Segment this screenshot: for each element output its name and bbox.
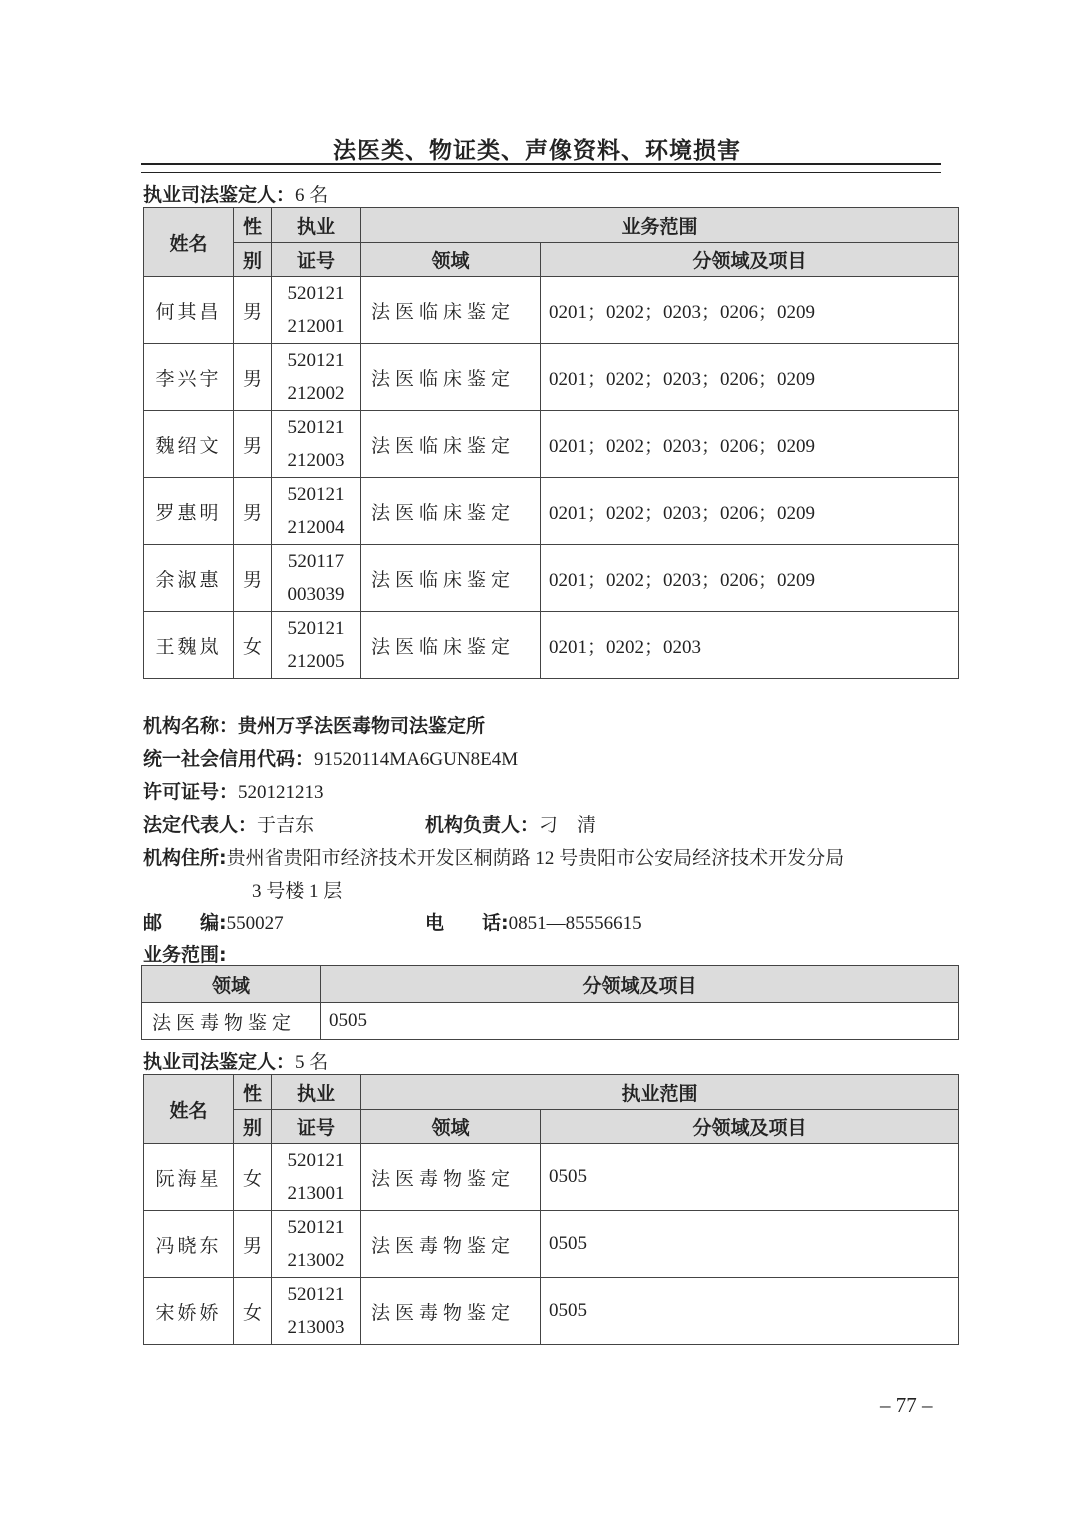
phone-line (425, 908, 642, 935)
expert-gender: 男 (234, 344, 272, 411)
table-row (144, 1144, 959, 1211)
col-header-items: 分领域及项目 (541, 243, 959, 277)
table-row (144, 478, 959, 545)
expert-license: 520121 212001 (272, 277, 361, 344)
table-row (142, 1003, 959, 1040)
representative-line (143, 810, 314, 837)
experts-label: 执业司法鉴定人： (143, 184, 296, 206)
experts-count-2: 5 名 (295, 1052, 329, 1073)
postcode-line (143, 908, 284, 935)
scope-line (143, 940, 227, 967)
table-row (144, 1211, 959, 1278)
table-row (144, 277, 959, 344)
expert-name: 宋娇娇 (144, 1278, 234, 1345)
address-line-2 (252, 876, 342, 903)
expert-gender: 男 (234, 545, 272, 612)
phone: 0851—85556615 (508, 913, 642, 934)
expert-name: 罗惠明 (144, 478, 234, 545)
expert-field: 法医毒物鉴定 (361, 1278, 541, 1345)
experts-table-clinical (143, 207, 959, 679)
head-name: 刁 清 (539, 815, 597, 836)
expert-gender: 男 (234, 277, 272, 344)
scope-label: 业务范围: (143, 944, 227, 966)
expert-items: 0201；0202；0203；0206；0209 (541, 411, 959, 478)
expert-license: 520121 212002 (272, 344, 361, 411)
expert-field: 法医临床鉴定 (361, 545, 541, 612)
expert-field: 法医临床鉴定 (361, 612, 541, 679)
expert-items: 0201；0202；0203；0206；0209 (541, 545, 959, 612)
head-line (425, 810, 596, 837)
expert-name: 阮海星 (144, 1144, 234, 1211)
permit-label: 许可证号： (143, 781, 239, 803)
expert-items: 0505 (541, 1144, 959, 1211)
expert-license: 520121 212003 (272, 411, 361, 478)
experts-count: 6 名 (295, 185, 329, 206)
scope-items: 0505 (321, 1003, 959, 1040)
col-header-license-2: 证号 (272, 1110, 361, 1144)
header-rule-thin (141, 172, 941, 173)
header-rule-thick (141, 163, 941, 165)
expert-license: 520121 212004 (272, 478, 361, 545)
page-number: – 77 – (880, 1393, 933, 1417)
experts-label-2: 执业司法鉴定人： (143, 1051, 296, 1073)
expert-items: 0201；0202；0203 (541, 612, 959, 679)
expert-gender: 男 (234, 1211, 272, 1278)
experts-count-line-2 (143, 1047, 328, 1074)
credit-code-line (143, 744, 518, 771)
col-header-items: 分领域及项目 (541, 1110, 959, 1144)
institution-name: 贵州万孚法医毒物司法鉴定所 (238, 715, 486, 737)
page-header-title: 法医类、物证类、声像资料、环境损害 (333, 137, 741, 164)
permit-line (143, 777, 324, 804)
expert-items: 0201；0202；0203；0206；0209 (541, 344, 959, 411)
table-row (144, 344, 959, 411)
expert-gender: 男 (234, 478, 272, 545)
business-scope-table (141, 965, 959, 1040)
expert-field: 法医临床鉴定 (361, 277, 541, 344)
scope-col-field: 领域 (142, 966, 321, 1003)
expert-field: 法医毒物鉴定 (361, 1144, 541, 1211)
col-header-license-1: 执业 (272, 208, 361, 243)
expert-license: 520121 213003 (272, 1278, 361, 1345)
expert-name: 王魏岚 (144, 612, 234, 679)
permit-number: 520121213 (238, 782, 324, 803)
postcode-label: 邮 编: (143, 912, 227, 934)
table-row (144, 411, 959, 478)
expert-name: 魏绍文 (144, 411, 234, 478)
experts-count-line (143, 180, 328, 207)
expert-license: 520121 212005 (272, 612, 361, 679)
col-header-gender-1: 性 (234, 208, 272, 243)
postcode: 550027 (226, 913, 284, 934)
expert-field: 法医毒物鉴定 (361, 1211, 541, 1278)
expert-license: 520121 213001 (272, 1144, 361, 1211)
institution-name-label: 机构名称： (143, 715, 239, 737)
col-header-gender-2: 别 (234, 1110, 272, 1144)
table-row (144, 1278, 959, 1345)
phone-label: 电 话: (425, 912, 509, 934)
credit-code: 91520114MA6GUN8E4M (314, 749, 519, 770)
expert-name: 余淑惠 (144, 545, 234, 612)
address-label: 机构住所: (143, 847, 227, 869)
expert-gender: 女 (234, 612, 272, 679)
expert-name: 何其昌 (144, 277, 234, 344)
table-row (144, 612, 959, 679)
col-header-license-1: 执业 (272, 1075, 361, 1110)
col-header-license-2: 证号 (272, 243, 361, 277)
legal-rep-label: 法定代表人： (143, 814, 258, 836)
expert-gender: 男 (234, 411, 272, 478)
expert-field: 法医临床鉴定 (361, 344, 541, 411)
expert-license: 520117 003039 (272, 545, 361, 612)
address-line (143, 843, 844, 870)
expert-items: 0505 (541, 1211, 959, 1278)
expert-name: 李兴宇 (144, 344, 234, 411)
col-header-scope: 执业范围 (361, 1075, 959, 1110)
col-header-name: 姓名 (144, 1075, 234, 1144)
expert-gender: 女 (234, 1144, 272, 1211)
scope-col-items: 分领域及项目 (321, 966, 959, 1003)
expert-gender: 女 (234, 1278, 272, 1345)
expert-field: 法医临床鉴定 (361, 478, 541, 545)
expert-items: 0201；0202；0203；0206；0209 (541, 277, 959, 344)
credit-code-label: 统一社会信用代码： (143, 748, 315, 770)
experts-table-toxicology (143, 1074, 959, 1345)
col-header-field: 领域 (361, 243, 541, 277)
expert-field: 法医临床鉴定 (361, 411, 541, 478)
head-label: 机构负责人： (425, 814, 540, 836)
legal-rep: 于吉东 (257, 815, 315, 836)
expert-items: 0505 (541, 1278, 959, 1345)
col-header-scope: 业务范围 (361, 208, 959, 243)
col-header-field: 领域 (361, 1110, 541, 1144)
expert-name: 冯晓东 (144, 1211, 234, 1278)
institution-name-line (143, 711, 485, 738)
table-row (144, 545, 959, 612)
address-text: 贵州省贵阳市经济技术开发区桐荫路 12 号贵阳市公安局经济技术开发分局 (226, 848, 845, 869)
address-text-2: 3 号楼 1 层 (252, 881, 343, 902)
col-header-name: 姓名 (144, 208, 234, 277)
expert-items: 0201；0202；0203；0206；0209 (541, 478, 959, 545)
col-header-gender-2: 别 (234, 243, 272, 277)
expert-license: 520121 213002 (272, 1211, 361, 1278)
scope-field: 法医毒物鉴定 (142, 1003, 321, 1040)
col-header-gender-1: 性 (234, 1075, 272, 1110)
